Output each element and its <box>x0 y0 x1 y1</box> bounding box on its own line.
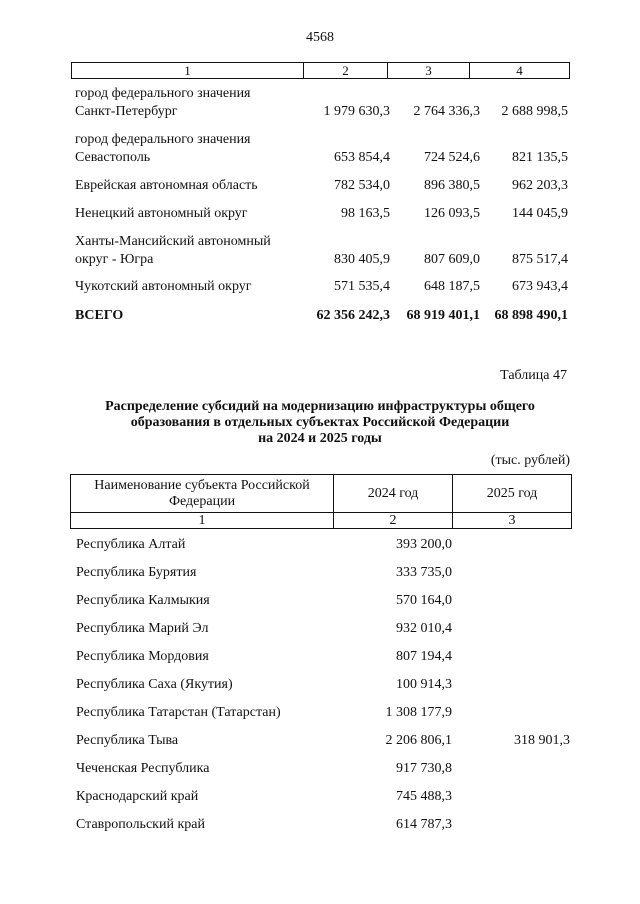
region-name: Республика Марий Эл <box>76 621 209 636</box>
region-name: Чеченская Республика <box>76 761 210 776</box>
region-name: Республика Калмыкия <box>76 593 210 608</box>
value-col4: 2 688 998,5 <box>501 104 568 119</box>
value-2024: 614 787,3 <box>396 817 452 832</box>
value-2024: 932 010,4 <box>396 621 452 636</box>
title-line-2: образования в отдельных субъектах Российской Федерации <box>130 415 510 430</box>
value-col3: 807 609,0 <box>424 252 480 267</box>
value-2024: 570 164,0 <box>396 593 452 608</box>
region-name: Еврейская автономная область <box>75 178 258 193</box>
table1-header <box>71 62 570 79</box>
value-2024: 1 308 177,9 <box>385 705 452 720</box>
total-col4: 68 898 490,1 <box>494 308 568 323</box>
region-name: Республика Бурятия <box>76 565 197 580</box>
region-name: Чукотский автономный округ <box>75 279 252 294</box>
value-col4: 144 045,9 <box>512 206 568 221</box>
col-number-3: 3 <box>508 512 516 528</box>
value-col3: 648 187,5 <box>424 279 480 294</box>
total-col2: 62 356 242,3 <box>316 308 390 323</box>
table-caption: Таблица 47 <box>500 368 567 383</box>
region-name: Ставропольский край <box>76 817 205 832</box>
region-name: Ненецкий автономный округ <box>75 206 248 221</box>
value-2024: 2 206 806,1 <box>385 733 452 748</box>
col-number-2: 2 <box>389 512 397 528</box>
header-col-region <box>71 475 333 512</box>
region-name-line1: город федерального значения <box>75 86 251 101</box>
col-number-1: 1 <box>198 512 206 528</box>
value-col3: 126 093,5 <box>424 206 480 221</box>
region-name: Республика Алтай <box>76 537 186 552</box>
value-col3: 896 380,5 <box>424 178 480 193</box>
value-col4: 875 517,4 <box>512 252 568 267</box>
region-name: Республика Татарстан (Татарстан) <box>76 705 281 720</box>
region-name: Краснодарский край <box>76 789 199 804</box>
value-col2: 1 979 630,3 <box>323 104 390 119</box>
value-2024: 100 914,3 <box>396 677 452 692</box>
value-2024: 393 200,0 <box>396 537 452 552</box>
value-col4: 962 203,3 <box>512 178 568 193</box>
page-number: 4568 <box>306 30 334 45</box>
header-col-region-line2: Федерации <box>168 493 236 509</box>
region-name-line1: город федерального значения <box>75 132 251 147</box>
value-col3: 724 524,6 <box>424 150 480 165</box>
value-col4: 821 135,5 <box>512 150 568 165</box>
table1-col-1: 1 <box>184 63 191 78</box>
value-2025: 318 901,3 <box>514 733 570 748</box>
value-col2: 782 534,0 <box>334 178 390 193</box>
value-2024: 917 730,8 <box>396 761 452 776</box>
region-name: Республика Тыва <box>76 733 179 748</box>
table-title <box>60 399 580 447</box>
table1-col-2: 2 <box>342 63 349 78</box>
region-name-line2: Санкт-Петербург <box>75 104 178 119</box>
unit-label: (тыс. рублей) <box>490 453 570 468</box>
value-col2: 571 535,4 <box>334 279 390 294</box>
region-name-line1: Ханты-Мансийский автономный <box>75 234 271 249</box>
title-line-1: Распределение субсидий на модернизацию инфраструктуры общего <box>105 399 535 414</box>
value-col2: 98 163,5 <box>341 206 390 221</box>
value-col3: 2 764 336,3 <box>413 104 480 119</box>
value-2024: 807 194,4 <box>396 649 452 664</box>
title-line-3: на 2024 и 2025 годы <box>258 431 382 446</box>
table1-col-3: 3 <box>425 63 432 78</box>
total-col3: 68 919 401,1 <box>406 308 480 323</box>
value-2024: 333 735,0 <box>396 565 452 580</box>
table2-header <box>70 474 572 529</box>
value-col2: 653 854,4 <box>334 150 390 165</box>
value-2024: 745 488,3 <box>396 789 452 804</box>
header-col-region-line1: Наименование субъекта Российской <box>94 477 310 493</box>
total-label: ВСЕГО <box>75 308 124 323</box>
region-name-line2: округ - Югра <box>75 252 154 267</box>
region-name: Республика Саха (Якутия) <box>76 677 233 692</box>
header-col-2025: 2025 год <box>486 485 538 501</box>
value-col4: 673 943,4 <box>512 279 568 294</box>
header-col-2024: 2024 год <box>367 485 419 501</box>
region-name: Республика Мордовия <box>76 649 209 664</box>
value-col2: 830 405,9 <box>334 252 390 267</box>
table1-col-4: 4 <box>516 63 523 78</box>
region-name-line2: Севастополь <box>75 150 151 165</box>
